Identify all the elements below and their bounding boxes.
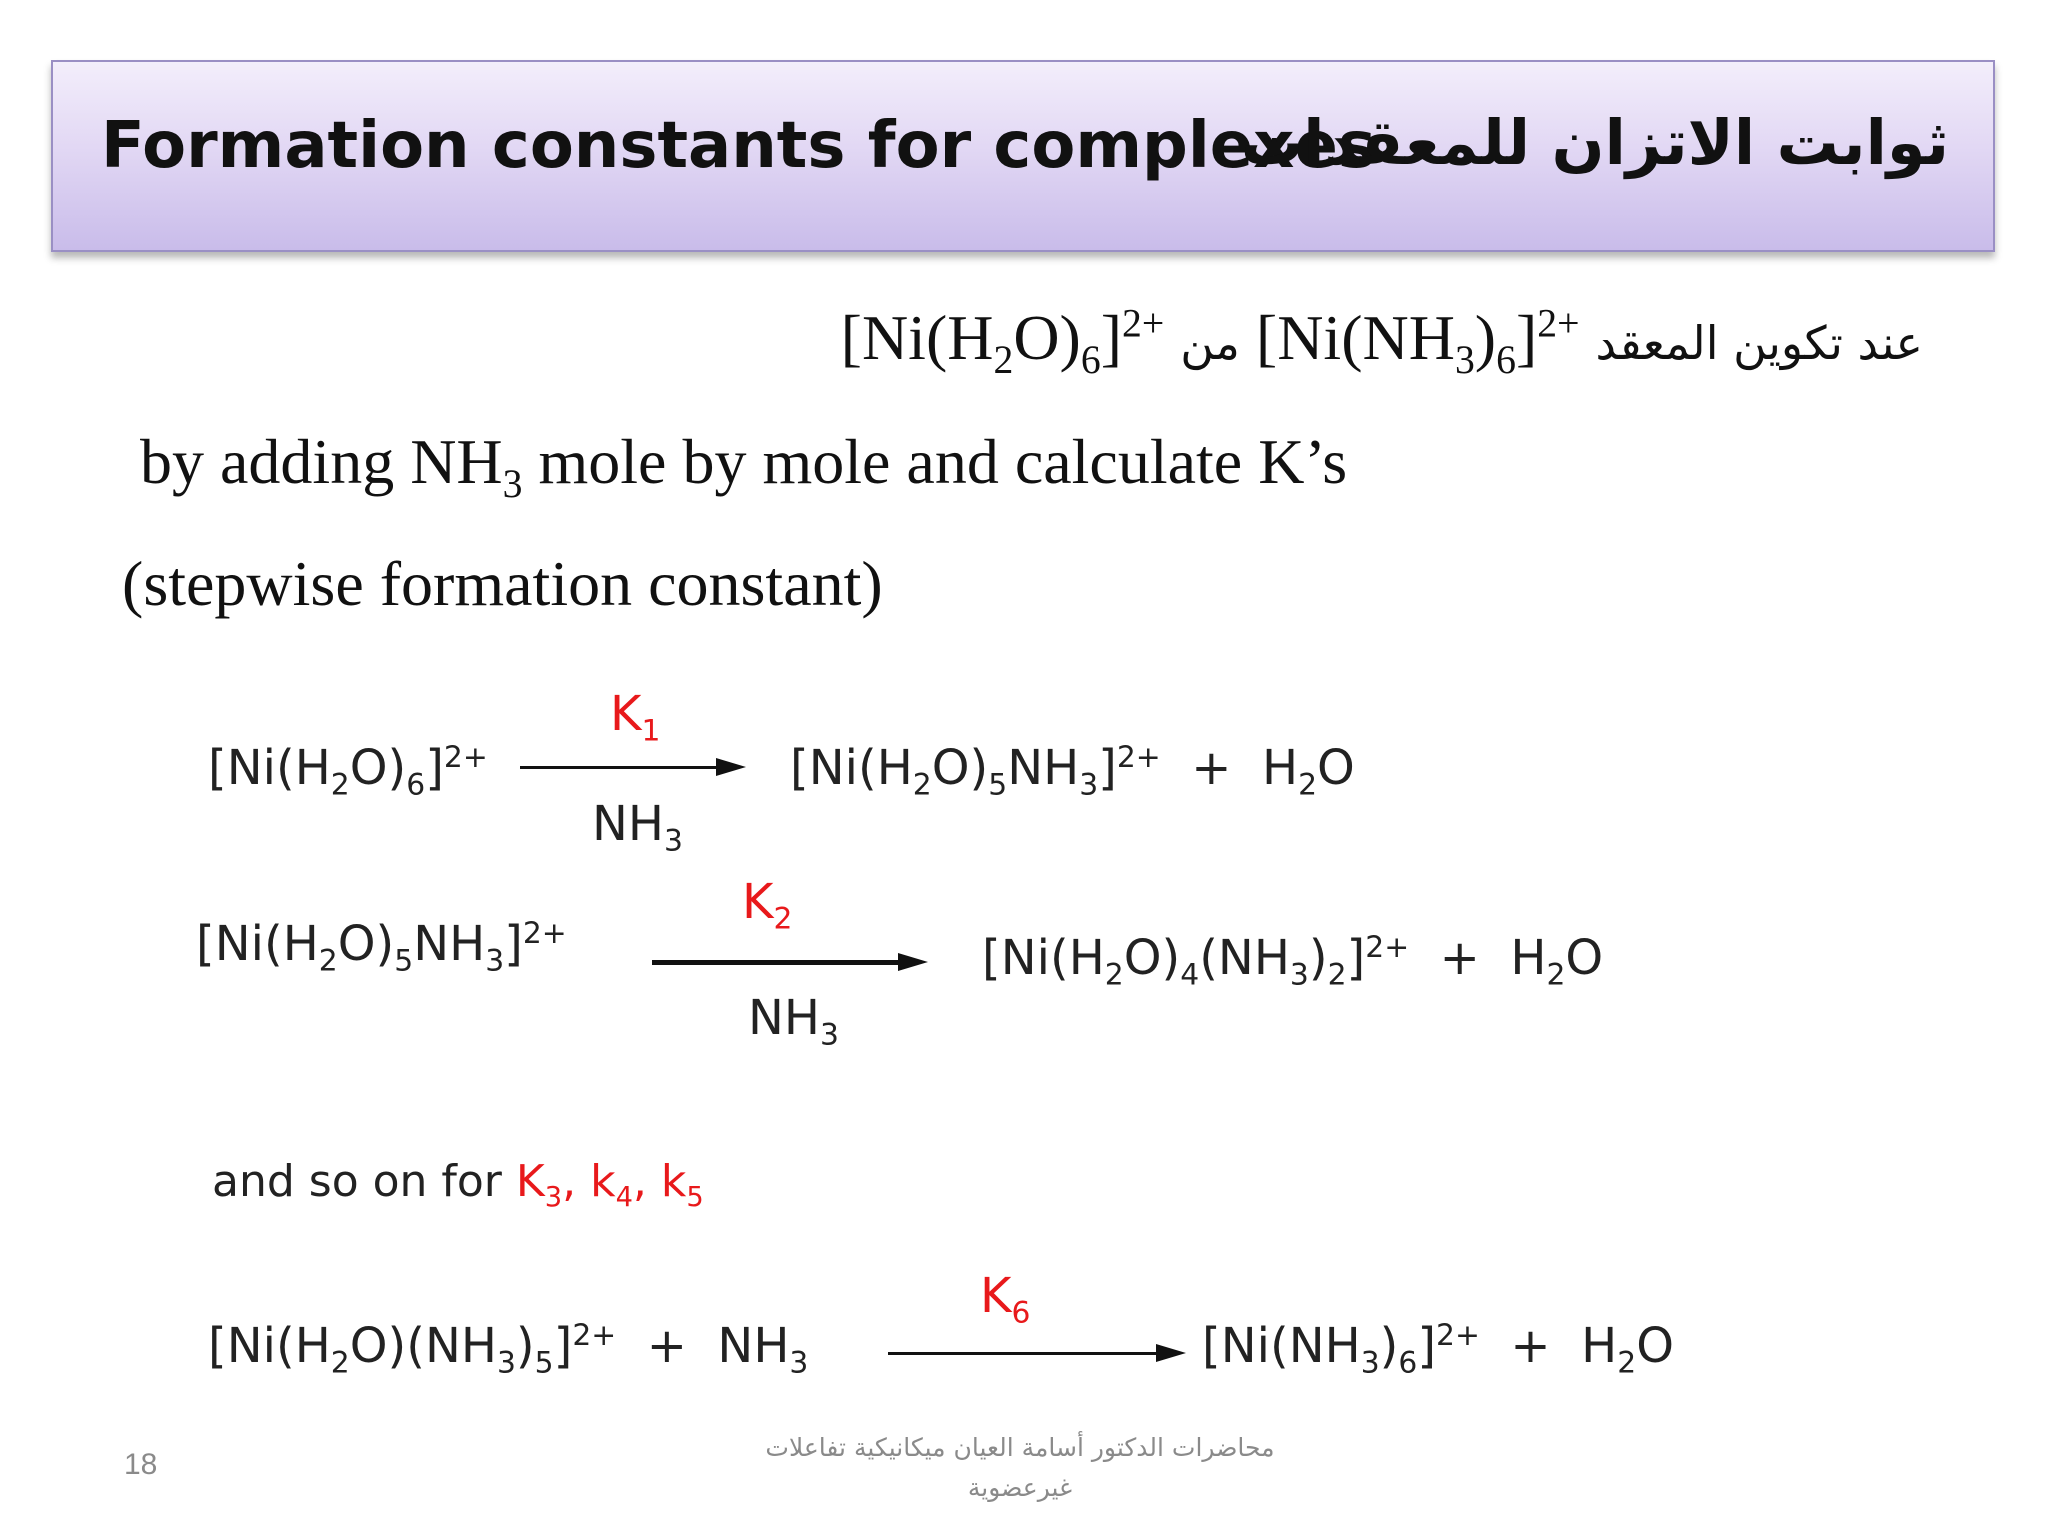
and-so-on-constants: $K_3$, $k_4$, $k_5$ <box>515 1156 704 1213</box>
intro-line-2: by adding $NH_3$ mole by mole and calculate K’s <box>140 426 1348 506</box>
slide-title-arabic: ثوابت الاتزان للمعقدات <box>1240 106 1949 179</box>
arabic-word-from: من <box>1180 316 1240 370</box>
arrow-head-icon <box>1156 1344 1186 1362</box>
arabic-intro-prefix: عند تكوين المعقد <box>1595 316 1923 370</box>
reaction-2-reactants: $[Ni(H_2O)_5NH_3]^{2+}$ <box>196 916 567 979</box>
reaction-1-reagent: $NH_3$ <box>592 796 683 859</box>
reaction-6-products: $[Ni(NH_3)_6]^{2+} + H_2O$ <box>1202 1318 1674 1381</box>
intro-line-1: $[Ni(H_2O)_6]^{2+}$ من $[Ni(NH_3)_6]^{2+}$ عند تكوين المعقد <box>840 301 1923 382</box>
footer-credit: محاضرات الدكتور أسامة العيان ميكانيكية تفاعلات غيرعضوية <box>765 1433 1275 1502</box>
and-so-on-line <box>212 1156 704 1213</box>
arrow-head-icon <box>716 758 746 776</box>
reaction-1-products: $[Ni(H_2O)_5NH_3]^{2+} + H_2O$ <box>790 740 1355 803</box>
reaction-1-reactants: $[Ni(H_2O)_6]^{2+}$ <box>208 740 488 803</box>
reaction-2-reagent: $NH_3$ <box>748 990 839 1053</box>
page-number: 18 <box>124 1448 158 1481</box>
reaction-2-constant: $K_2$ <box>742 874 793 937</box>
reaction-6-arrow <box>888 1352 1164 1355</box>
slide-title-english: Formation constants for complexes <box>101 109 1376 183</box>
reaction-1-arrow <box>520 766 724 769</box>
and-so-on-text: and so on for <box>212 1156 502 1207</box>
title-bar <box>51 60 1995 252</box>
arrow-head-icon <box>898 953 928 971</box>
reaction-6-constant: $K_6$ <box>980 1268 1031 1331</box>
reaction-2-products: $[Ni(H_2O)_4(NH_3)_2]^{2+} + H_2O$ <box>982 930 1604 993</box>
reaction-2-arrow <box>652 960 914 965</box>
intro-line-3: (stepwise formation constant) <box>122 548 883 619</box>
reaction-6-reactants: $[Ni(H_2O)(NH_3)_5]^{2+} + NH_3$ <box>208 1318 809 1381</box>
reaction-1-constant: $K_1$ <box>610 686 661 749</box>
